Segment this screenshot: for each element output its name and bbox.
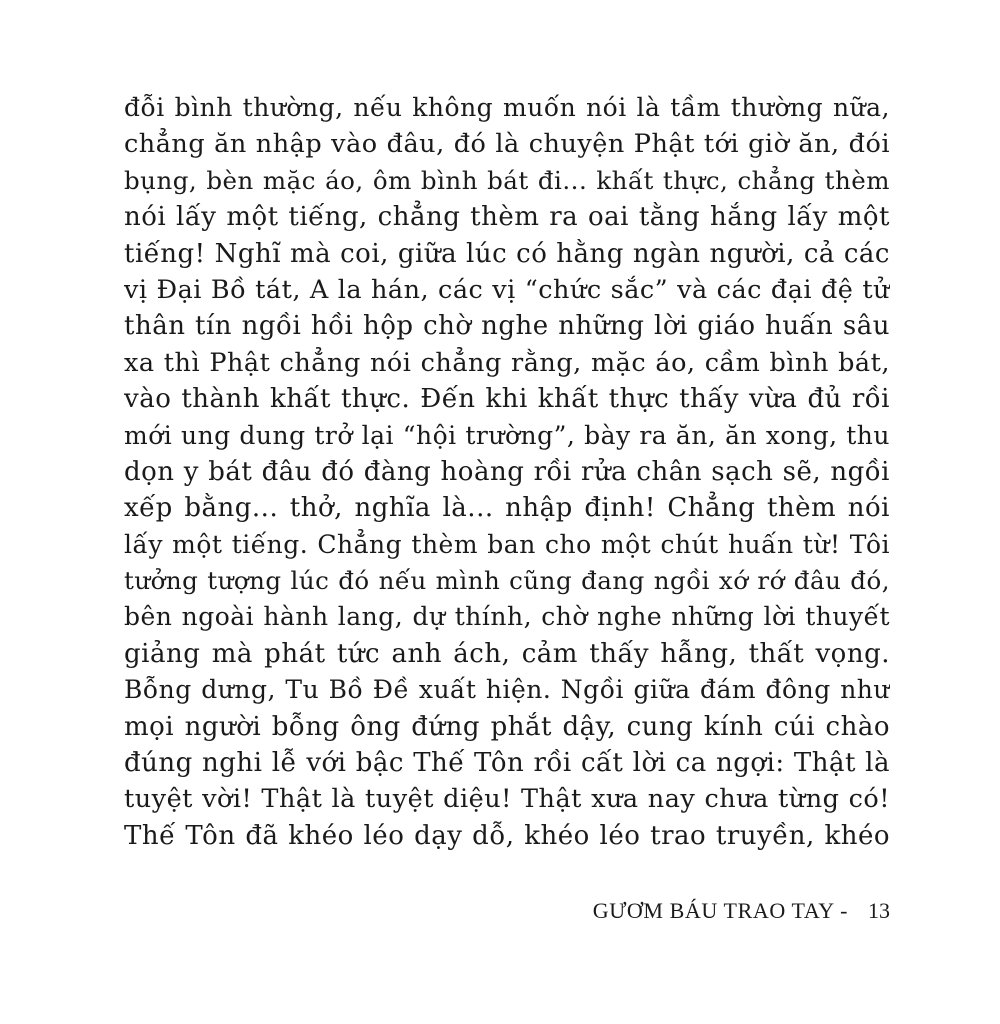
- body-text: [124, 90, 890, 854]
- text-line: xếp bằng... thở, nghĩa là... nhập định! Chẳng thèm nói: [124, 493, 890, 524]
- text-line: chẳng ăn nhập vào đâu, đó là chuyện Phật tới giờ ăn, đói: [124, 129, 890, 160]
- text-line: bên ngoài hành lang, dự thính, chờ nghe những lời thuyết: [124, 602, 890, 632]
- text-line: Thế Tôn đã khéo léo dạy dỗ, khéo léo trao truyền, khéo: [124, 820, 890, 851]
- text-line: nói lấy một tiếng, chẳng thèm ra oai tằng hắng lấy một: [124, 202, 890, 233]
- text-line: bụng, bèn mặc áo, ôm bình bát đi... khất thực, chẳng thèm: [124, 165, 890, 195]
- text-line: tuyệt vời! Thật là tuyệt diệu! Thật xưa nay chưa từng có!: [124, 784, 890, 815]
- page-number: 13: [868, 898, 890, 923]
- text-line: thân tín ngồi hồi hộp chờ nghe những lời giáo huấn sâu: [124, 311, 890, 342]
- text-line: tưởng tượng lúc đó nếu mình cũng đang ngồi xớ rớ đâu đó,: [124, 566, 890, 596]
- running-title: GƯƠM BÁU TRAO TAY -: [592, 898, 848, 923]
- text-line: xa thì Phật chẳng nói chẳng rằng, mặc áo, cầm bình bát,: [124, 347, 890, 378]
- text-line: vị Đại Bồ tát, A la hán, các vị “chức sắc” và các đại đệ tử: [124, 274, 890, 305]
- text-line: vào thành khất thực. Đến khi khất thực thấy vừa đủ rồi: [124, 384, 890, 415]
- text-line: lấy một tiếng. Chẳng thèm ban cho một chút huấn từ! Tôi: [124, 529, 890, 559]
- text-line: dọn y bát đâu đó đàng hoàng rồi rửa chân sạch sẽ, ngồi: [124, 456, 890, 487]
- text-line: mọi người bỗng ông đứng phắt dậy, cung kính cúi chào: [124, 711, 890, 742]
- text-line: đỗi bình thường, nếu không muốn nói là tầm thường nữa,: [124, 93, 890, 122]
- text-line: đúng nghi lễ với bậc Thế Tôn rồi cất lời ca ngợi: Thật là: [124, 748, 890, 779]
- text-line: mới ung dung trở lại “hội trường”, bày ra ăn, ăn xong, thu: [124, 420, 890, 450]
- text-line: giảng mà phát tức anh ách, cảm thấy hẫng, thất vọng.: [124, 638, 890, 669]
- text-line: tiếng! Nghĩ mà coi, giữa lúc có hằng ngàn người, cả các: [124, 238, 890, 269]
- page-footer: [560, 898, 890, 924]
- text-line: Bỗng dưng, Tu Bồ Đề xuất hiện. Ngồi giữa đám đông như: [124, 675, 890, 705]
